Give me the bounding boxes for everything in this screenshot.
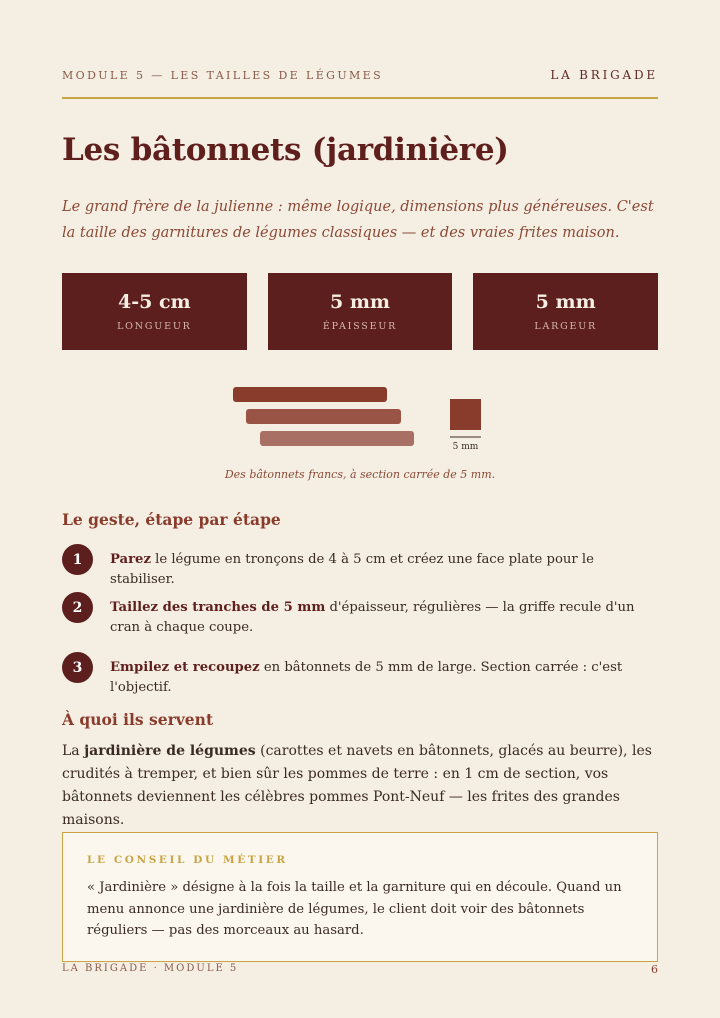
running-header: [62, 68, 658, 82]
module-label: MODULE 5 — LES TAILLES DE LÉGUMES: [62, 68, 384, 82]
step-action: Empilez et recoupez: [110, 660, 260, 675]
dimension-stats: [62, 273, 658, 350]
uses-text-rest: (carottes et navets en bâtonnets, glacés au beurre), les crudités à tremper, et bien sûr les pommes de terre : en 1 cm de section, vos bâtonnets deviennent les célèbres pommes Pont-Neuf — les frites des grandes maisons.: [62, 743, 652, 828]
uses-heading: À quoi ils servent: [62, 710, 214, 729]
batonnet-stick-1: [233, 387, 387, 402]
stat-value: 4-5 cm: [118, 291, 191, 313]
step-1: [62, 550, 658, 590]
stat-value: 5 mm: [535, 291, 596, 313]
batonnet-stick-2: [246, 409, 401, 424]
running-footer: [62, 963, 658, 976]
page-title: Les bâtonnets (jardinière): [62, 132, 509, 168]
step-2: [62, 598, 658, 638]
page-number: 6: [651, 963, 658, 976]
uses-paragraph: [62, 740, 658, 832]
stat-length: [62, 273, 247, 350]
tip-box: [62, 832, 658, 962]
stat-width: [473, 273, 658, 350]
step-3: [62, 658, 658, 698]
step-number-badge: 1: [62, 544, 93, 575]
figure-caption: Des bâtonnets francs, à section carrée de 5 mm.: [224, 468, 496, 481]
stat-label: ÉPAISSEUR: [322, 321, 398, 332]
stat-thickness: [268, 273, 453, 350]
lead-paragraph: Le grand frère de la julienne : même logique, dimensions plus généreuses. C'est la taille des garnitures de légumes classiques — et des vraies frites maison.: [62, 199, 654, 241]
cross-section-square: [450, 399, 481, 430]
step-number-badge: 2: [62, 592, 93, 623]
step-action: Parez: [110, 552, 151, 567]
batonnet-stick-3: [260, 431, 414, 446]
brand-name: LA BRIGADE: [550, 68, 658, 82]
tip-title: LE CONSEIL DU MÉTIER: [87, 854, 288, 866]
batonnets-illustration: [62, 380, 658, 460]
step-number-badge: 3: [62, 652, 93, 683]
header-divider: [62, 97, 658, 99]
tip-body: « Jardinière » désigne à la fois la taille et la garniture qui en découle. Quand un menu annonce une jardinière de légumes, le client doit voir des bâtonnets réguliers — pas des morceaux au hasard.: [87, 880, 622, 938]
step-detail: en bâtonnets de 5 mm de large. Section carrée : c'est l'objectif.: [110, 660, 623, 695]
stat-label: LONGUEUR: [117, 321, 192, 332]
step-detail: le légume en tronçons de 4 à 5 cm et créez une face plate pour le stabiliser.: [110, 552, 594, 587]
stat-label: LARGEUR: [534, 321, 597, 332]
step-text: [110, 598, 658, 638]
stat-value: 5 mm: [329, 291, 391, 313]
step-detail: d'épaisseur, régulières — la griffe recule d'un cran à chaque coupe.: [110, 600, 635, 635]
footer-label: LA BRIGADE · MODULE 5: [62, 963, 239, 974]
page: [62, 0, 658, 1018]
step-action: Taillez des tranches de 5 mm: [110, 600, 326, 615]
steps-heading: Le geste, étape par étape: [62, 510, 281, 529]
step-text: [110, 658, 658, 698]
uses-text-lead: La: [62, 743, 85, 759]
step-text: [110, 550, 658, 590]
uses-text-bold: jardinière de légumes: [84, 743, 256, 759]
section-measure-label: 5 mm: [452, 442, 479, 452]
